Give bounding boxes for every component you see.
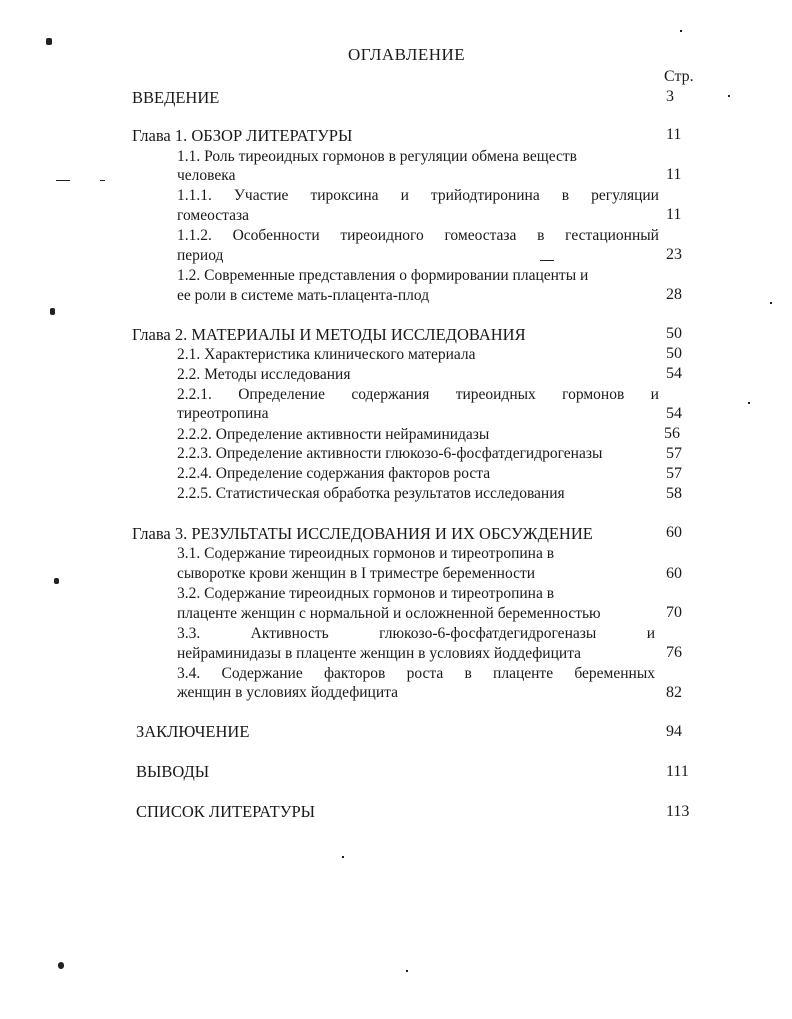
toc-findings-page: 111: [666, 763, 689, 780]
toc-ch1-s11-line1: [177, 187, 659, 205]
word: гормонов: [562, 386, 625, 403]
toc-ch2-s22-page: 56: [664, 425, 680, 442]
toc-ch1-s2-line2: ее роли в системе мать-плацента-плод: [177, 287, 430, 304]
word: плаценте: [493, 665, 554, 682]
toc-ch1-s12-line2: период: [177, 247, 224, 264]
toc-ch1-s12-line1: [177, 227, 659, 245]
toc-ch3-s2-line1: 3.2. Содержание тиреоидных гормонов и тиреотропина в: [177, 585, 555, 602]
word: роста: [406, 665, 444, 682]
word: 3.3.: [177, 625, 201, 642]
toc-ch3-s1-page: 60: [666, 565, 682, 582]
scan-speck: [46, 38, 52, 45]
toc-ch2-s25: 2.2.5. Статистическая обработка результатов исследования: [177, 485, 565, 502]
page-column-header: Стр.: [664, 68, 694, 85]
scan-speck: [680, 30, 682, 32]
toc-ch1-s12-page: 23: [666, 246, 682, 263]
toc-ch2-s1: 2.1. Характеристика клинического материала: [177, 346, 476, 363]
toc-ch1-s11-page: 11: [666, 206, 682, 223]
toc-intro-page: 3: [666, 88, 674, 105]
toc-conclusion-label: ЗАКЛЮЧЕНИЕ: [136, 722, 250, 741]
scan-speck: [406, 970, 408, 972]
toc-ch1-s2-line1: 1.2. Современные представления о формировании плаценты и: [177, 267, 589, 284]
scan-speck: [728, 95, 730, 97]
word: 1.1.1.: [177, 187, 212, 204]
toc-ch2-s2-page: 54: [666, 365, 682, 382]
toc-ch3-page: 60: [666, 524, 682, 541]
word: Особенности: [232, 227, 320, 244]
word: и: [646, 625, 655, 642]
word: тироксина: [310, 187, 379, 204]
toc-ch1-s2-page: 28: [666, 286, 682, 303]
toc-ch3-s3-line1: [177, 625, 655, 643]
toc-ch1-s11-line2: гомеостаза: [177, 207, 249, 224]
word: и: [400, 187, 409, 204]
toc-ch3-s2-page: 70: [666, 604, 682, 621]
word: Определение: [238, 386, 325, 403]
toc-ch2-s23-page: 57: [666, 445, 682, 462]
toc-ch2-s21-line2: тиреотропина: [177, 405, 269, 422]
scan-speck: [100, 180, 105, 181]
page-title: ОГЛАВЛЕНИЕ: [348, 45, 466, 64]
word: 3.4.: [177, 665, 201, 682]
toc-ch2-s2: 2.2. Методы исследования: [177, 366, 351, 383]
toc-ch2-s24: 2.2.4. Определение содержания факторов роста: [177, 465, 491, 482]
toc-ch3-label: Глава 3. РЕЗУЛЬТАТЫ ИССЛЕДОВАНИЯ И ИХ ОБСУЖДЕНИЕ: [132, 524, 593, 543]
word: беременных: [574, 665, 655, 682]
toc-references-page: 113: [666, 803, 690, 820]
word: тиреоидных: [455, 386, 536, 403]
scan-speck: [748, 402, 750, 404]
toc-ch3-s1-line2: сыворотке крови женщин в I триместре беременности: [177, 565, 536, 582]
word: регуляции: [591, 187, 659, 204]
word: Содержание: [221, 665, 303, 682]
scan-speck: [540, 260, 554, 261]
toc-ch3-s4-page: 82: [666, 684, 682, 701]
word: гестационный: [565, 227, 659, 244]
toc-ch1-s1-line2: человека: [177, 167, 236, 184]
toc-intro-label: ВВЕДЕНИЕ: [132, 88, 220, 107]
word: в: [561, 187, 570, 204]
toc-ch3-s4-line2: женщин в условиях йоддефицита: [177, 684, 398, 701]
toc-references-label: СПИСОК ЛИТЕРАТУРЫ: [136, 802, 316, 821]
toc-ch2-s23: 2.2.3. Определение активности глюкозо-6-фосфатдегидрогеназы: [177, 445, 603, 462]
toc-ch2-s25-page: 58: [666, 485, 682, 502]
toc-ch3-s4-line1: [177, 665, 655, 683]
word: тиреоидного: [340, 227, 424, 244]
toc-ch2-s1-page: 50: [666, 345, 682, 362]
toc-conclusion-page: 94: [666, 723, 682, 740]
word: факторов: [323, 665, 386, 682]
word: содержания: [351, 386, 430, 403]
word: трийодтиронина: [430, 187, 540, 204]
word: 2.2.1.: [177, 386, 212, 403]
toc-ch2-s22: 2.2.2. Определение активности нейраминидазы: [177, 426, 490, 443]
scan-speck: [58, 962, 64, 969]
toc-ch2-s21-page: 54: [666, 405, 682, 422]
toc-ch3-s3-page: 76: [666, 644, 682, 661]
toc-ch1-s1-line1: 1.1. Роль тиреоидных гормонов в регуляции обмена веществ: [177, 148, 577, 165]
toc-ch1-page: 11: [666, 126, 682, 143]
word: и: [650, 386, 659, 403]
word: гомеостаза: [444, 227, 517, 244]
scan-speck: [770, 302, 772, 304]
toc-ch1-label: Глава 1. ОБЗОР ЛИТЕРАТУРЫ: [132, 126, 353, 145]
toc-ch2-page: 50: [666, 325, 682, 342]
word: глюкозо-6-фосфатдегидрогеназы: [379, 625, 597, 642]
scan-speck: [50, 308, 55, 315]
scan-speck: [54, 578, 59, 584]
word: 1.1.2.: [177, 227, 212, 244]
scan-speck: [342, 856, 344, 858]
toc-ch2-s21-line1: [177, 386, 659, 404]
word: в: [464, 665, 472, 682]
toc-findings-label: ВЫВОДЫ: [136, 762, 210, 781]
word: в: [537, 227, 545, 244]
word: Активность: [250, 625, 329, 642]
toc-ch2-s24-page: 57: [666, 465, 682, 482]
toc-ch3-s1-line1: 3.1. Содержание тиреоидных гормонов и тиреотропина в: [177, 545, 555, 562]
scan-speck: [56, 180, 70, 181]
toc-ch3-s3-line2: нейраминидазы в плаценте женщин в условиях йоддефицита: [177, 645, 582, 662]
word: Участие: [233, 187, 289, 204]
toc-ch2-label: Глава 2. МАТЕРИАЛЫ И МЕТОДЫ ИССЛЕДОВАНИЯ: [132, 325, 526, 344]
toc-ch1-s1-page: 11: [666, 166, 682, 183]
toc-ch3-s2-line2: плаценте женщин с нормальной и осложненной беременностью: [177, 605, 601, 622]
